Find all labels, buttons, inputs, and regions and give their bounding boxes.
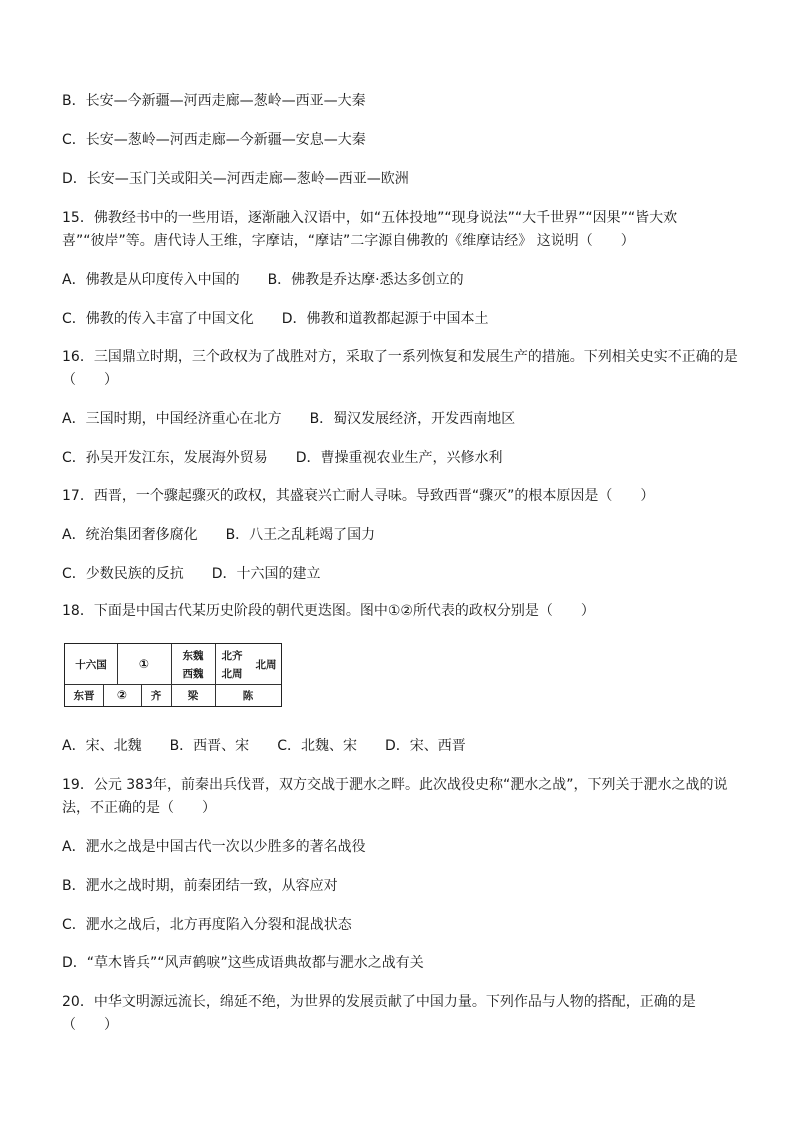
q16-option-c: C．孙吴开发江东，发展海外贸易 (62, 450, 268, 466)
q16-stem-line2: （ ） (62, 372, 118, 388)
q17-stem: 17．西晋，一个骤起骤灭的政权，其盛衰兴亡耐人寻味。导致西晋“骤灭”的根本原因是（ ） (62, 488, 655, 504)
q19-option-c: C．淝水之战后，北方再度陷入分裂和混战状态 (62, 917, 352, 933)
q16-option-d: D．曹操重视农业生产，兴修水利 (295, 450, 503, 466)
q17-option-d: D．十六国的建立 (211, 566, 321, 582)
cell-liang: 梁 (187, 689, 199, 702)
q15-options-ab (62, 271, 464, 289)
cell-east-wei: 东魏 (182, 649, 204, 662)
q20-stem-line1: 20．中华文明源远流长，绵延不绝，为世界的发展贡献了中国力量。下列作品与人物的搭配，正确的是 (62, 994, 696, 1010)
q15-option-c: C．佛教的传入丰富了中国文化 (62, 311, 254, 327)
q18-options (62, 737, 466, 755)
q16-option-a: A．三国时期，中国经济重心在北方 (62, 411, 282, 427)
q18-option-d: D．宋、西晋 (384, 738, 466, 754)
q15-option-d: D．佛教和道教都起源于中国本土 (281, 311, 489, 327)
cell-northern-zhou: 北周 (255, 658, 277, 671)
q19-option-a: A．淝水之战是中国古代一次以少胜多的著名战役 (62, 839, 366, 855)
q15-option-b: B．佛教是乔达摩·悉达多创立的 (267, 272, 464, 288)
q14-option-b: B．长安—今新疆—河西走廊—葱岭—西亚—大秦 (62, 93, 366, 109)
cell-northern-qi: 北齐 (221, 649, 243, 662)
q17-option-c: C．少数民族的反抗 (62, 566, 184, 582)
cell-chen: 陈 (242, 689, 254, 702)
cell-regime-two: ② (116, 688, 128, 702)
q18-option-b: B．西晋、宋 (169, 738, 250, 754)
cell-qi: 齐 (150, 689, 162, 702)
q16-options-ab (62, 410, 515, 428)
cell-regime-one: ① (138, 657, 150, 671)
q17-option-b: B．八王之乱耗竭了国力 (225, 527, 376, 543)
q17-options-cd (62, 565, 321, 583)
q14-option-d: D．长安—玉门关或阳关—河西走廊—葱岭—西亚—欧洲 (62, 171, 409, 187)
q14-option-c: C．长安—葱岭—河西走廊—今新疆—安息—大秦 (62, 132, 366, 148)
q15-option-a: A．佛教是从印度传入中国的 (62, 272, 240, 288)
q15-stem-line2: 喜”“彼岸”等。唐代诗人王维，字摩诘，“摩诘”二字源自佛教的《维摩诘经》 这说明（ ） (62, 233, 635, 249)
cell-west-wei: 西魏 (182, 667, 204, 680)
cell-sixteen-kingdoms: 十六国 (75, 658, 107, 671)
q18-option-a: A．宋、北魏 (62, 738, 142, 754)
q19-option-d: D．“草木皆兵”“风声鹤唳”这些成语典故都与淝水之战有关 (62, 955, 424, 971)
cell-eastern-jin: 东晋 (73, 689, 95, 702)
q17-option-a: A．统治集团奢侈腐化 (62, 527, 198, 543)
q16-stem-line1: 16．三国鼎立时期，三个政权为了战胜对方，采取了一系列恢复和发展生产的措施。下列相关史实不正确的是 (62, 349, 738, 365)
q17-options-ab (62, 526, 375, 544)
q20-stem-line2: （ ） (62, 1017, 118, 1033)
q19-option-b: B．淝水之战时期，前秦团结一致，从容应对 (62, 878, 338, 894)
q15-options-cd (62, 310, 489, 328)
cell-northern-zhou-lower: 北周 (221, 667, 243, 680)
q18-stem: 18．下面是中国古代某历史阶段的朝代更迭图。图中①②所代表的政权分别是（ ） (62, 603, 595, 619)
q19-stem-line1: 19．公元 383年，前秦出兵伐晋，双方交战于淝水之畔。此次战役史称“淝水之战”，下列关于淝水之战的说 (62, 777, 728, 793)
q19-stem-line2: 法，不正确的是（ ） (62, 800, 216, 816)
q18-option-c: C．北魏、宋 (277, 738, 357, 754)
dynasty-succession-table (64, 643, 282, 707)
q16-option-b: B．蜀汉发展经济，开发西南地区 (309, 411, 516, 427)
q15-stem-line1: 15．佛教经书中的一些用语，逐渐融入汉语中，如“五体投地”“现身说法”“大千世界”“因果”“皆大欢 (62, 210, 678, 226)
q16-options-cd (62, 449, 503, 467)
